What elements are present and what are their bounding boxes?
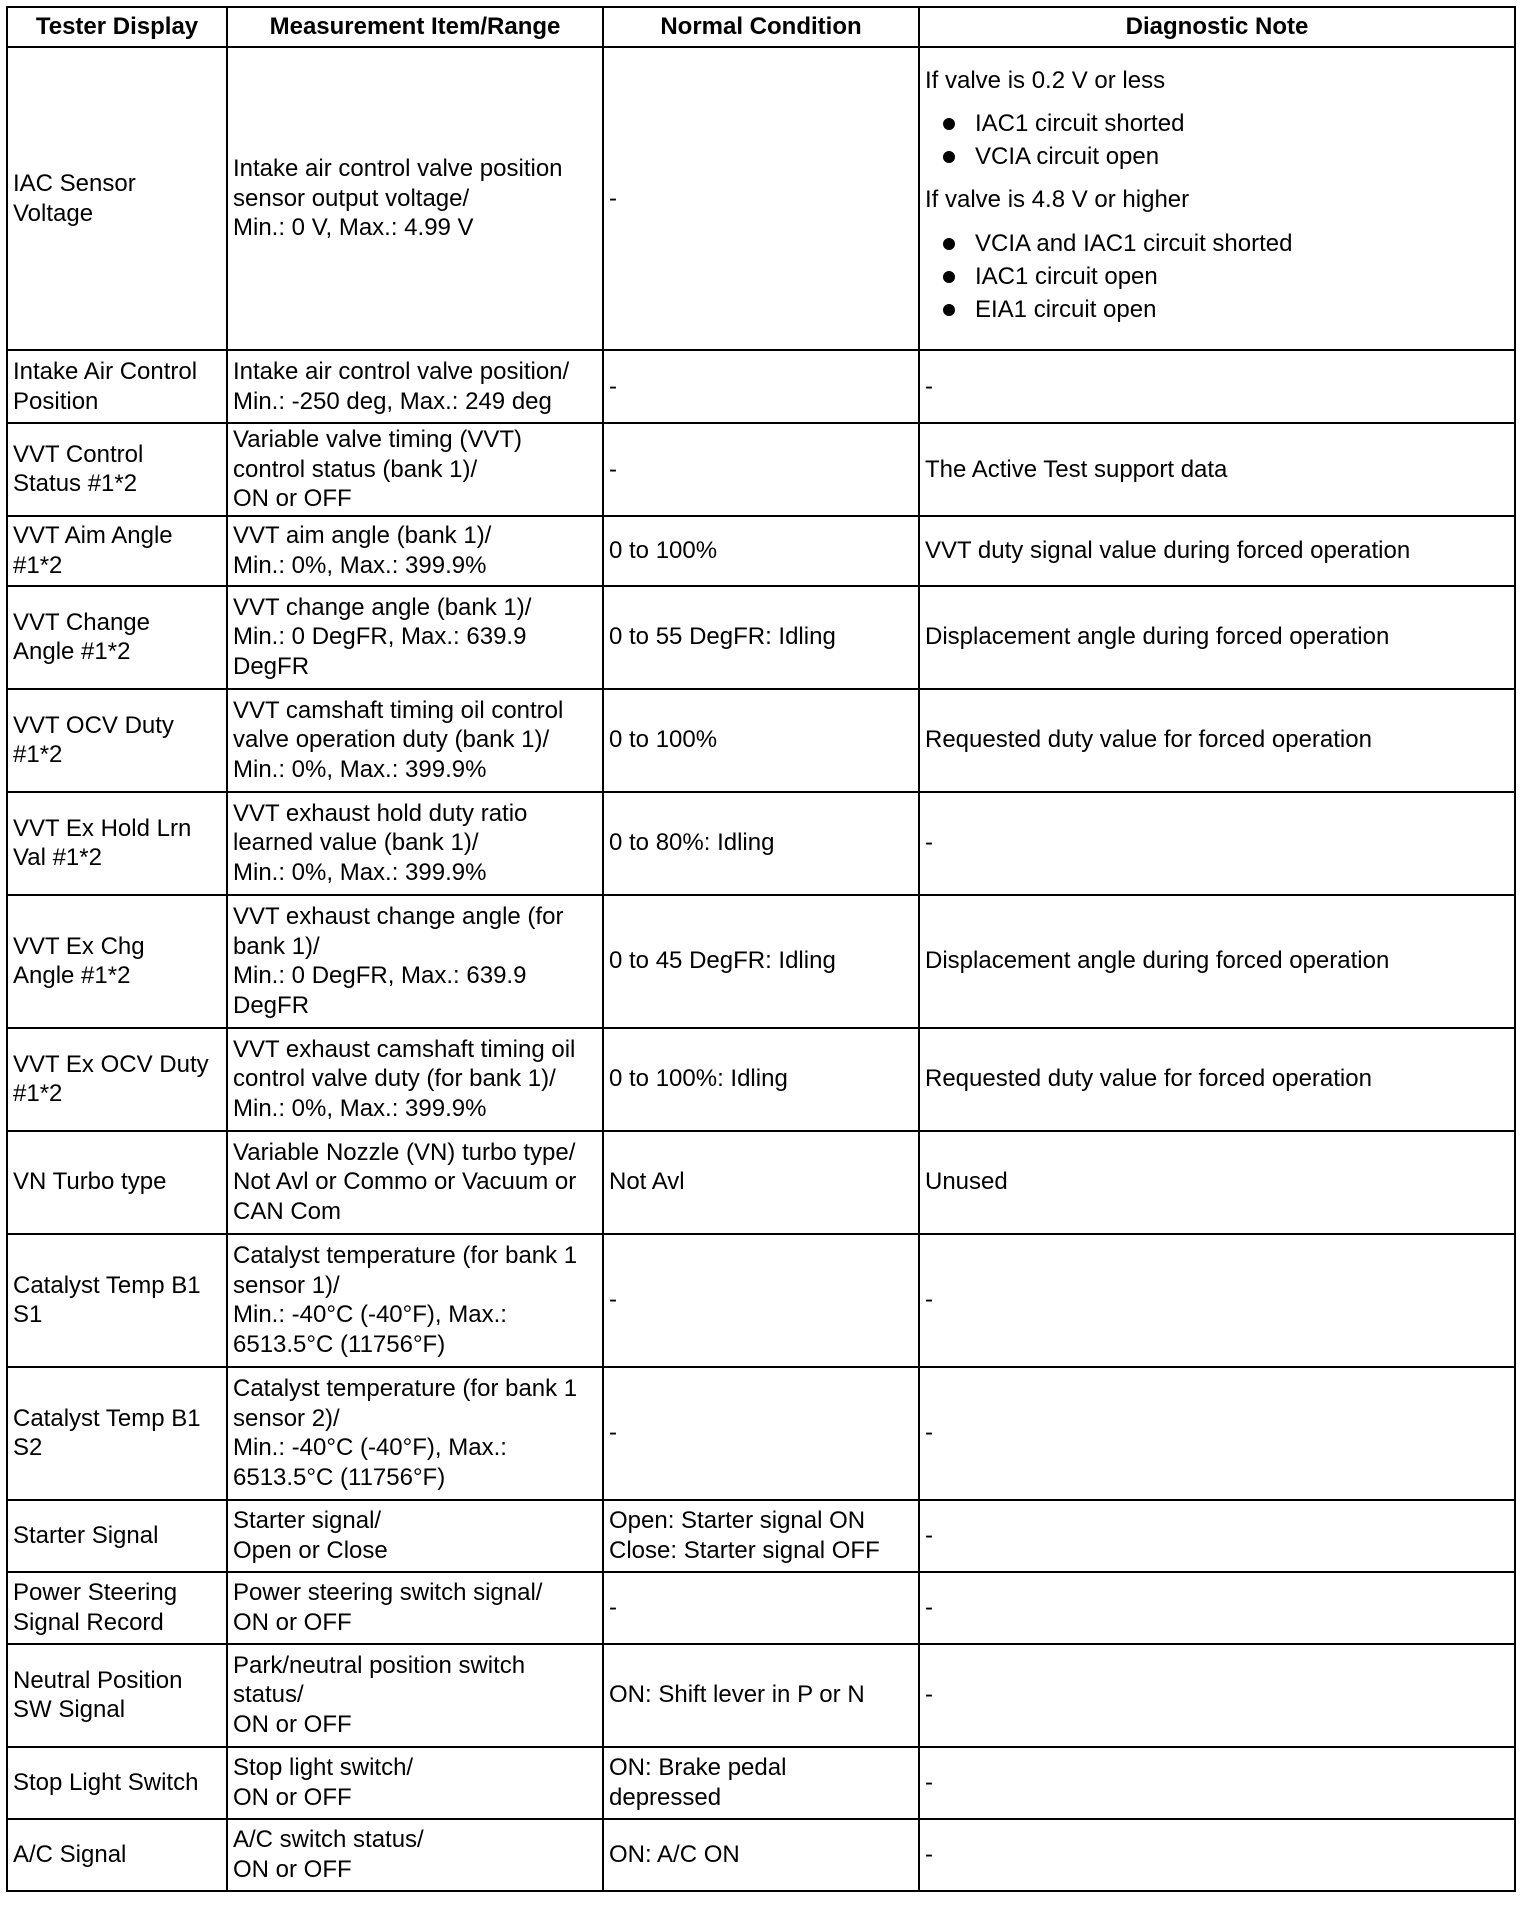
measurement-line: Min.: 0 DegFR, Max.: 639.9 — [233, 962, 527, 989]
normal-condition-line: Close: Starter signal OFF — [609, 1536, 880, 1564]
cell-measurement-item — [227, 586, 603, 689]
measurement-line: Catalyst temperature (for bank 1 — [233, 1375, 578, 1402]
cell-measurement-item — [227, 792, 603, 895]
diagnostic-note-line: Unused — [925, 1168, 1008, 1196]
tester-display-line: IAC Sensor — [13, 170, 136, 197]
measurement-line: Park/neutral position switch — [233, 1651, 526, 1679]
measurement-line: VVT aim angle (bank 1)/ — [233, 522, 492, 549]
cell-tester-display — [7, 516, 227, 586]
cell-measurement-item — [227, 1234, 603, 1367]
table-body — [7, 47, 1515, 1891]
tester-display-line: #1*2 — [13, 741, 63, 768]
table-row — [7, 1028, 1515, 1131]
cell-measurement-item — [227, 350, 603, 423]
measurement-line: bank 1)/ — [233, 932, 320, 960]
tester-display-line: S2 — [13, 1434, 43, 1461]
header-tester-display: Tester Display — [7, 7, 227, 47]
cell-diagnostic-note — [919, 792, 1515, 895]
bullet-dot-icon — [943, 118, 955, 130]
note-bullet-list — [925, 107, 1509, 173]
diagnostic-note-line: VVT duty signal value during forced operation — [925, 536, 1411, 564]
bullet-dot-icon — [943, 151, 955, 163]
cell-tester-display — [7, 1747, 227, 1819]
table-row — [7, 586, 1515, 689]
normal-condition-line: 0 to 100% — [609, 536, 718, 564]
bullet-dot-icon — [943, 238, 955, 250]
cell-diagnostic-note — [919, 895, 1515, 1028]
measurement-line: Min.: -250 deg, Max.: 249 deg — [233, 387, 552, 415]
tester-display-line: VVT Control — [13, 440, 144, 468]
cell-normal-condition — [603, 1747, 919, 1819]
cell-tester-display — [7, 1367, 227, 1500]
cell-diagnostic-note — [919, 516, 1515, 586]
cell-tester-display — [7, 350, 227, 423]
cell-diagnostic-note — [919, 1500, 1515, 1572]
cell-normal-condition — [603, 792, 919, 895]
measurement-line: learned value (bank 1)/ — [233, 829, 479, 857]
measurement-line: DegFR — [233, 991, 310, 1019]
measurement-line: Intake air control valve position/ — [233, 358, 570, 385]
cell-measurement-item — [227, 1500, 603, 1572]
cell-diagnostic-note — [919, 1644, 1515, 1747]
table-row — [7, 516, 1515, 586]
cell-measurement-item — [227, 1572, 603, 1644]
cell-diagnostic-note — [919, 1131, 1515, 1234]
cell-measurement-item — [227, 1028, 603, 1131]
diagnostic-note-line: - — [925, 1768, 933, 1796]
cell-measurement-item — [227, 1819, 603, 1891]
tester-display-line: VVT Aim Angle — [13, 522, 173, 549]
cell-diagnostic-note — [919, 350, 1515, 423]
measurement-line: ON or OFF — [233, 1783, 352, 1811]
table-row — [7, 689, 1515, 792]
normal-condition-line: ON: Brake pedal — [609, 1754, 787, 1781]
cell-measurement-item — [227, 423, 603, 516]
table-row — [7, 792, 1515, 895]
tester-display-line: VVT OCV Duty — [13, 711, 174, 739]
cell-measurement-item — [227, 47, 603, 350]
normal-condition-line: depressed — [609, 1783, 722, 1811]
normal-condition-line: 0 to 100%: Idling — [609, 1065, 788, 1093]
cell-normal-condition — [603, 516, 919, 586]
measurement-line: ON or OFF — [233, 1608, 352, 1636]
tester-display-line: Angle #1*2 — [13, 638, 131, 665]
bullet-dot-icon — [943, 271, 955, 283]
diagnostic-note-line: - — [925, 1840, 933, 1868]
tester-display-line: Stop Light Switch — [13, 1768, 199, 1796]
cell-diagnostic-note — [919, 1028, 1515, 1131]
table-row — [7, 1572, 1515, 1644]
table-row — [7, 350, 1515, 423]
cell-normal-condition — [603, 1500, 919, 1572]
tester-display-line: Position — [13, 387, 99, 415]
diagnostic-note-line: - — [925, 1593, 933, 1621]
measurement-line: VVT camshaft timing oil control — [233, 696, 564, 724]
measurement-line: 6513.5°C (11756°F) — [233, 1463, 446, 1491]
measurement-line: ON or OFF — [233, 1855, 352, 1883]
header-measurement-item: Measurement Item/Range — [227, 7, 603, 47]
table-row — [7, 895, 1515, 1028]
tester-display-line: Catalyst Temp B1 — [13, 1404, 201, 1432]
normal-condition-line: 0 to 80%: Idling — [609, 829, 775, 857]
diagnostic-note-line: Requested duty value for forced operation — [925, 726, 1372, 754]
cell-measurement-item — [227, 1644, 603, 1747]
measurement-line: VVT exhaust camshaft timing oil — [233, 1035, 576, 1063]
measurement-line: sensor output voltage/ — [233, 184, 470, 212]
table-row — [7, 1644, 1515, 1747]
cell-normal-condition — [603, 895, 919, 1028]
diagnostic-note-line: Requested duty value for forced operation — [925, 1065, 1372, 1093]
cell-measurement-item — [227, 895, 603, 1028]
tester-display-line: S1 — [13, 1301, 43, 1328]
note-bullet-text: IAC1 circuit shorted — [975, 110, 1185, 137]
cell-measurement-item — [227, 1131, 603, 1234]
note-bullet-text: EIA1 circuit open — [975, 295, 1157, 323]
measurement-line: Variable Nozzle (VN) turbo type/ — [233, 1138, 576, 1166]
header-normal-condition: Normal Condition — [603, 7, 919, 47]
cell-normal-condition — [603, 1131, 919, 1234]
cell-tester-display — [7, 1028, 227, 1131]
tester-display-line: Status #1*2 — [13, 470, 138, 498]
tester-display-line: A/C Signal — [13, 1840, 127, 1868]
cell-measurement-item — [227, 689, 603, 792]
cell-diagnostic-note — [919, 1747, 1515, 1819]
cell-normal-condition — [603, 1367, 919, 1500]
tester-display-line: Catalyst Temp B1 — [13, 1271, 201, 1299]
cell-tester-display — [7, 1819, 227, 1891]
table-header — [7, 7, 1515, 47]
measurement-line: Not Avl or Commo or Vacuum or — [233, 1168, 577, 1196]
cell-diagnostic-note — [919, 1234, 1515, 1367]
note-bullet-item — [975, 107, 1509, 140]
tester-display-line: #1*2 — [13, 551, 63, 579]
cell-diagnostic-note — [919, 1572, 1515, 1644]
diagnostic-note-line: - — [925, 1286, 933, 1314]
normal-condition-line: - — [609, 1419, 617, 1447]
normal-condition-line: 0 to 55 DegFR: Idling — [609, 623, 836, 651]
tester-display-line: Angle #1*2 — [13, 962, 131, 989]
measurement-line: Min.: 0%, Max.: 399.9% — [233, 755, 487, 783]
tester-display-line: #1*2 — [13, 1080, 63, 1107]
note-bullet-text: VCIA circuit open — [975, 143, 1160, 170]
measurement-line: Power steering switch signal/ — [233, 1579, 543, 1606]
cell-diagnostic-note — [919, 689, 1515, 792]
note-bullet-item — [975, 140, 1509, 173]
cell-normal-condition — [603, 423, 919, 516]
diagnostic-note-line: - — [925, 829, 933, 857]
cell-tester-display — [7, 1500, 227, 1572]
header-row — [7, 7, 1515, 47]
tester-display-line: VVT Change — [13, 608, 150, 636]
normal-condition-line: ON: Shift lever in P or N — [609, 1681, 865, 1709]
cell-normal-condition — [603, 1234, 919, 1367]
tester-display-line: VVT Ex OCV Duty — [13, 1050, 209, 1078]
cell-normal-condition — [603, 1572, 919, 1644]
measurement-line: Min.: 0 DegFR, Max.: 639.9 — [233, 623, 527, 651]
table-row — [7, 1234, 1515, 1367]
measurement-line: Variable valve timing (VVT) — [233, 426, 522, 453]
measurement-line: CAN Com — [233, 1197, 342, 1225]
diagnostic-note-line: Displacement angle during forced operation — [925, 947, 1390, 975]
measurement-line: Min.: 0%, Max.: 399.9% — [233, 858, 487, 886]
cell-tester-display — [7, 895, 227, 1028]
cell-normal-condition — [603, 1819, 919, 1891]
cell-diagnostic-note — [919, 1819, 1515, 1891]
tester-display-line: Signal Record — [13, 1608, 164, 1636]
normal-condition-line: ON: A/C ON — [609, 1840, 740, 1868]
table-row — [7, 1819, 1515, 1891]
table-row — [7, 1131, 1515, 1234]
normal-condition-line: 0 to 45 DegFR: Idling — [609, 947, 836, 975]
measurement-line: Min.: -40°C (-40°F), Max.: — [233, 1301, 507, 1328]
note-bullet-text: VCIA and IAC1 circuit shorted — [975, 229, 1293, 257]
cell-normal-condition — [603, 586, 919, 689]
diagnostic-note-line: - — [925, 372, 933, 400]
measurement-line: Intake air control valve position — [233, 155, 563, 183]
measurement-line: Starter signal/ — [233, 1507, 382, 1534]
cell-measurement-item — [227, 516, 603, 586]
measurement-line: status/ — [233, 1681, 304, 1709]
table-row — [7, 423, 1515, 516]
tester-display-line: VN Turbo type — [13, 1168, 167, 1196]
diagnostic-note-line: - — [925, 1419, 933, 1447]
measurement-line: Min.: 0 V, Max.: 4.99 V — [233, 214, 474, 242]
cell-tester-display — [7, 1572, 227, 1644]
cell-tester-display — [7, 689, 227, 792]
data-list-table — [6, 6, 1516, 1892]
measurement-line: Min.: 0%, Max.: 399.9% — [233, 1094, 487, 1122]
measurement-line: control status (bank 1)/ — [233, 455, 478, 483]
note-bullet-item — [975, 227, 1509, 260]
normal-condition-line: - — [609, 455, 617, 483]
diagnostic-note-line: The Active Test support data — [925, 455, 1228, 483]
cell-tester-display — [7, 423, 227, 516]
measurement-line: Open or Close — [233, 1536, 388, 1564]
measurement-line: VVT exhaust change angle (for — [233, 903, 564, 930]
note-condition-heading: If valve is 4.8 V or higher — [925, 186, 1190, 213]
cell-tester-display — [7, 792, 227, 895]
diagnostic-note-line: Displacement angle during forced operation — [925, 623, 1390, 651]
cell-normal-condition — [603, 1028, 919, 1131]
table-row — [7, 1747, 1515, 1819]
cell-tester-display — [7, 1234, 227, 1367]
diagnostic-note-line: - — [925, 1521, 933, 1549]
cell-normal-condition — [603, 47, 919, 350]
tester-display-line: Starter Signal — [13, 1521, 159, 1549]
cell-normal-condition — [603, 350, 919, 423]
table-row — [7, 1367, 1515, 1500]
normal-condition-line: - — [609, 372, 617, 400]
measurement-line: ON or OFF — [233, 485, 352, 512]
tester-display-line: Voltage — [13, 199, 94, 227]
note-bullet-item — [975, 260, 1509, 293]
table-row — [7, 1500, 1515, 1572]
measurement-line: ON or OFF — [233, 1710, 352, 1738]
measurement-line: A/C switch status/ — [233, 1826, 424, 1853]
note-condition-heading: If valve is 0.2 V or less — [925, 66, 1166, 94]
measurement-line: valve operation duty (bank 1)/ — [233, 726, 550, 754]
measurement-line: sensor 2)/ — [233, 1404, 340, 1432]
tester-display-line: VVT Ex Chg — [13, 932, 145, 960]
measurement-line: sensor 1)/ — [233, 1271, 340, 1299]
measurement-line: VVT change angle (bank 1)/ — [233, 593, 532, 621]
cell-normal-condition — [603, 1644, 919, 1747]
measurement-line: DegFR — [233, 652, 310, 680]
header-diagnostic-note: Diagnostic Note — [919, 7, 1515, 47]
measurement-line: Min.: -40°C (-40°F), Max.: — [233, 1434, 507, 1461]
tester-display-line: Val #1*2 — [13, 844, 102, 871]
measurement-line: control valve duty (for bank 1)/ — [233, 1065, 556, 1093]
note-bullet-text: IAC1 circuit open — [975, 262, 1158, 290]
cell-diagnostic-note — [919, 1367, 1515, 1500]
normal-condition-line: 0 to 100% — [609, 726, 718, 754]
cell-tester-display — [7, 1131, 227, 1234]
measurement-line: 6513.5°C (11756°F) — [233, 1330, 446, 1358]
cell-tester-display — [7, 47, 227, 350]
note-bullet-item — [975, 293, 1509, 326]
normal-condition-line: - — [609, 184, 617, 212]
tester-display-line: Intake Air Control — [13, 358, 198, 385]
measurement-line: Stop light switch/ — [233, 1754, 414, 1781]
cell-tester-display — [7, 1644, 227, 1747]
normal-condition-line: Not Avl — [609, 1168, 685, 1196]
document-sheet — [6, 6, 1514, 1892]
note-bullet-list — [925, 227, 1509, 326]
measurement-line: Catalyst temperature (for bank 1 — [233, 1242, 578, 1269]
table-row — [7, 47, 1515, 350]
bullet-dot-icon — [943, 304, 955, 316]
measurement-line: VVT exhaust hold duty ratio — [233, 799, 528, 827]
diagnostic-note-line: - — [925, 1681, 933, 1709]
tester-display-line: Neutral Position — [13, 1666, 183, 1694]
normal-condition-line: - — [609, 1593, 617, 1621]
measurement-line: Min.: 0%, Max.: 399.9% — [233, 551, 487, 579]
tester-display-line: VVT Ex Hold Lrn — [13, 814, 192, 842]
cell-tester-display — [7, 586, 227, 689]
cell-measurement-item — [227, 1367, 603, 1500]
cell-diagnostic-note — [919, 47, 1515, 350]
cell-diagnostic-note — [919, 586, 1515, 689]
cell-diagnostic-note — [919, 423, 1515, 516]
normal-condition-line: - — [609, 1286, 617, 1314]
cell-normal-condition — [603, 689, 919, 792]
normal-condition-line: Open: Starter signal ON — [609, 1507, 866, 1534]
tester-display-line: Power Steering — [13, 1579, 178, 1606]
cell-measurement-item — [227, 1747, 603, 1819]
tester-display-line: SW Signal — [13, 1696, 126, 1723]
